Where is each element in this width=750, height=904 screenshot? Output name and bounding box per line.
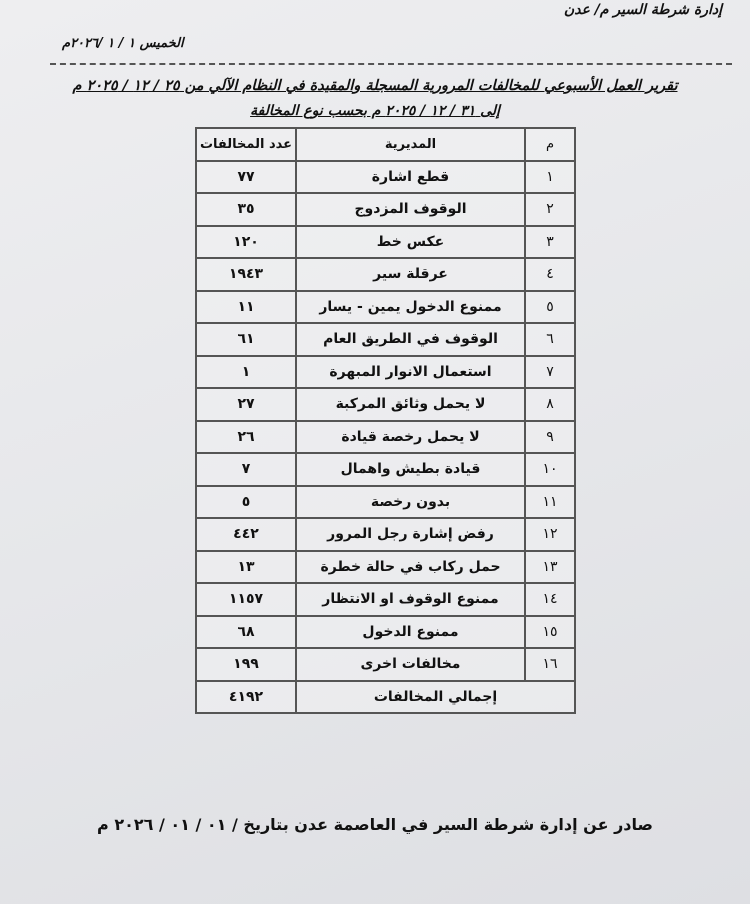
row-count: ٣٥ — [196, 193, 296, 226]
header-count: عدد المخالفات — [196, 128, 296, 161]
row-violation-type: ممنوع الدخول — [296, 616, 525, 649]
table-row — [196, 421, 575, 454]
table-row — [196, 616, 575, 649]
row-violation-type: عرقلة سير — [296, 258, 525, 291]
table-row — [196, 388, 575, 421]
row-count: ١٩٤٣ — [196, 258, 296, 291]
row-violation-type: قيادة بطيش واهمال — [296, 453, 525, 486]
row-num: ٨ — [525, 388, 575, 421]
row-num: ١٠ — [525, 453, 575, 486]
row-num: ١ — [525, 161, 575, 194]
row-num: ٣ — [525, 226, 575, 259]
row-violation-type: ممنوع الوقوف او الانتظار — [296, 583, 525, 616]
row-violation-type: استعمال الانوار المبهرة — [296, 356, 525, 389]
row-num: ٥ — [525, 291, 575, 324]
row-count: ٧٧ — [196, 161, 296, 194]
table-row — [196, 453, 575, 486]
row-num: ١١ — [525, 486, 575, 519]
total-count: ٤١٩٢ — [196, 681, 296, 714]
row-num: ٩ — [525, 421, 575, 454]
row-violation-type: بدون رخصة — [296, 486, 525, 519]
row-violation-type: الوقوف المزدوج — [296, 193, 525, 226]
row-violation-type: مخالفات اخرى — [296, 648, 525, 681]
header-num: م — [525, 128, 575, 161]
report-title-text: تقرير العمل الأسبوعي للمخالفات المرورية المسجلة والمقيدة في النظام الآلي من ٢٥ / ١٢ / ٢٠٢٥ م — [72, 78, 678, 94]
issued-by-footer: صادر عن إدارة شرطة السير في العاصمة عدن بتاريخ / ٠١ / ٠١ / ٢٠٢٦ م — [97, 815, 653, 834]
row-num: ١٢ — [525, 518, 575, 551]
table-row — [196, 323, 575, 356]
row-violation-type: لا يحمل وثائق المركبة — [296, 388, 525, 421]
table-row — [196, 486, 575, 519]
table-row — [196, 583, 575, 616]
row-violation-type: رفض إشارة رجل المرور — [296, 518, 525, 551]
report-subtitle-text: إلى ٣١ / ١٢ / ٢٠٢٥ م بحسب نوع المخالفة — [250, 103, 500, 119]
row-count: ١١٥٧ — [196, 583, 296, 616]
document-date: الخميس ١ / ١ /٢٠٢٦م — [62, 36, 184, 51]
report-title — [0, 78, 750, 94]
table-row — [196, 258, 575, 291]
violations-table — [195, 127, 576, 714]
table-row — [196, 518, 575, 551]
report-subtitle — [0, 103, 750, 119]
table-row — [196, 291, 575, 324]
organization-name: إدارة شرطة السير م/ عدن — [563, 2, 722, 18]
row-count: ٢٧ — [196, 388, 296, 421]
row-num: ١٣ — [525, 551, 575, 584]
table-row — [196, 226, 575, 259]
row-violation-type: حمل ركاب في حالة خطرة — [296, 551, 525, 584]
row-violation-type: قطع اشارة — [296, 161, 525, 194]
table-header-row — [196, 128, 575, 161]
row-violation-type: الوقوف في الطريق العام — [296, 323, 525, 356]
row-num: ٤ — [525, 258, 575, 291]
row-count: ١١ — [196, 291, 296, 324]
row-count: ٥ — [196, 486, 296, 519]
row-num: ١٦ — [525, 648, 575, 681]
row-num: ١٥ — [525, 616, 575, 649]
row-count: ١ — [196, 356, 296, 389]
header-name: المديرية — [296, 128, 525, 161]
row-count: ٢٦ — [196, 421, 296, 454]
row-count: ٦٨ — [196, 616, 296, 649]
row-violation-type: ممنوع الدخول يمين - يسار — [296, 291, 525, 324]
table-row — [196, 161, 575, 194]
total-label: إجمالي المخالفات — [296, 681, 575, 714]
row-num: ١٤ — [525, 583, 575, 616]
row-violation-type: عكس خط — [296, 226, 525, 259]
row-num: ٧ — [525, 356, 575, 389]
row-count: ٧ — [196, 453, 296, 486]
row-count: ٤٤٢ — [196, 518, 296, 551]
dashed-divider — [50, 63, 732, 65]
row-num: ٦ — [525, 323, 575, 356]
table-row — [196, 356, 575, 389]
row-num: ٢ — [525, 193, 575, 226]
total-row — [196, 681, 575, 714]
row-count: ١٩٩ — [196, 648, 296, 681]
row-count: ١٢٠ — [196, 226, 296, 259]
row-count: ١٣ — [196, 551, 296, 584]
table-row — [196, 551, 575, 584]
row-violation-type: لا يحمل رخصة قيادة — [296, 421, 525, 454]
table-row — [196, 648, 575, 681]
table-row — [196, 193, 575, 226]
row-count: ٦١ — [196, 323, 296, 356]
